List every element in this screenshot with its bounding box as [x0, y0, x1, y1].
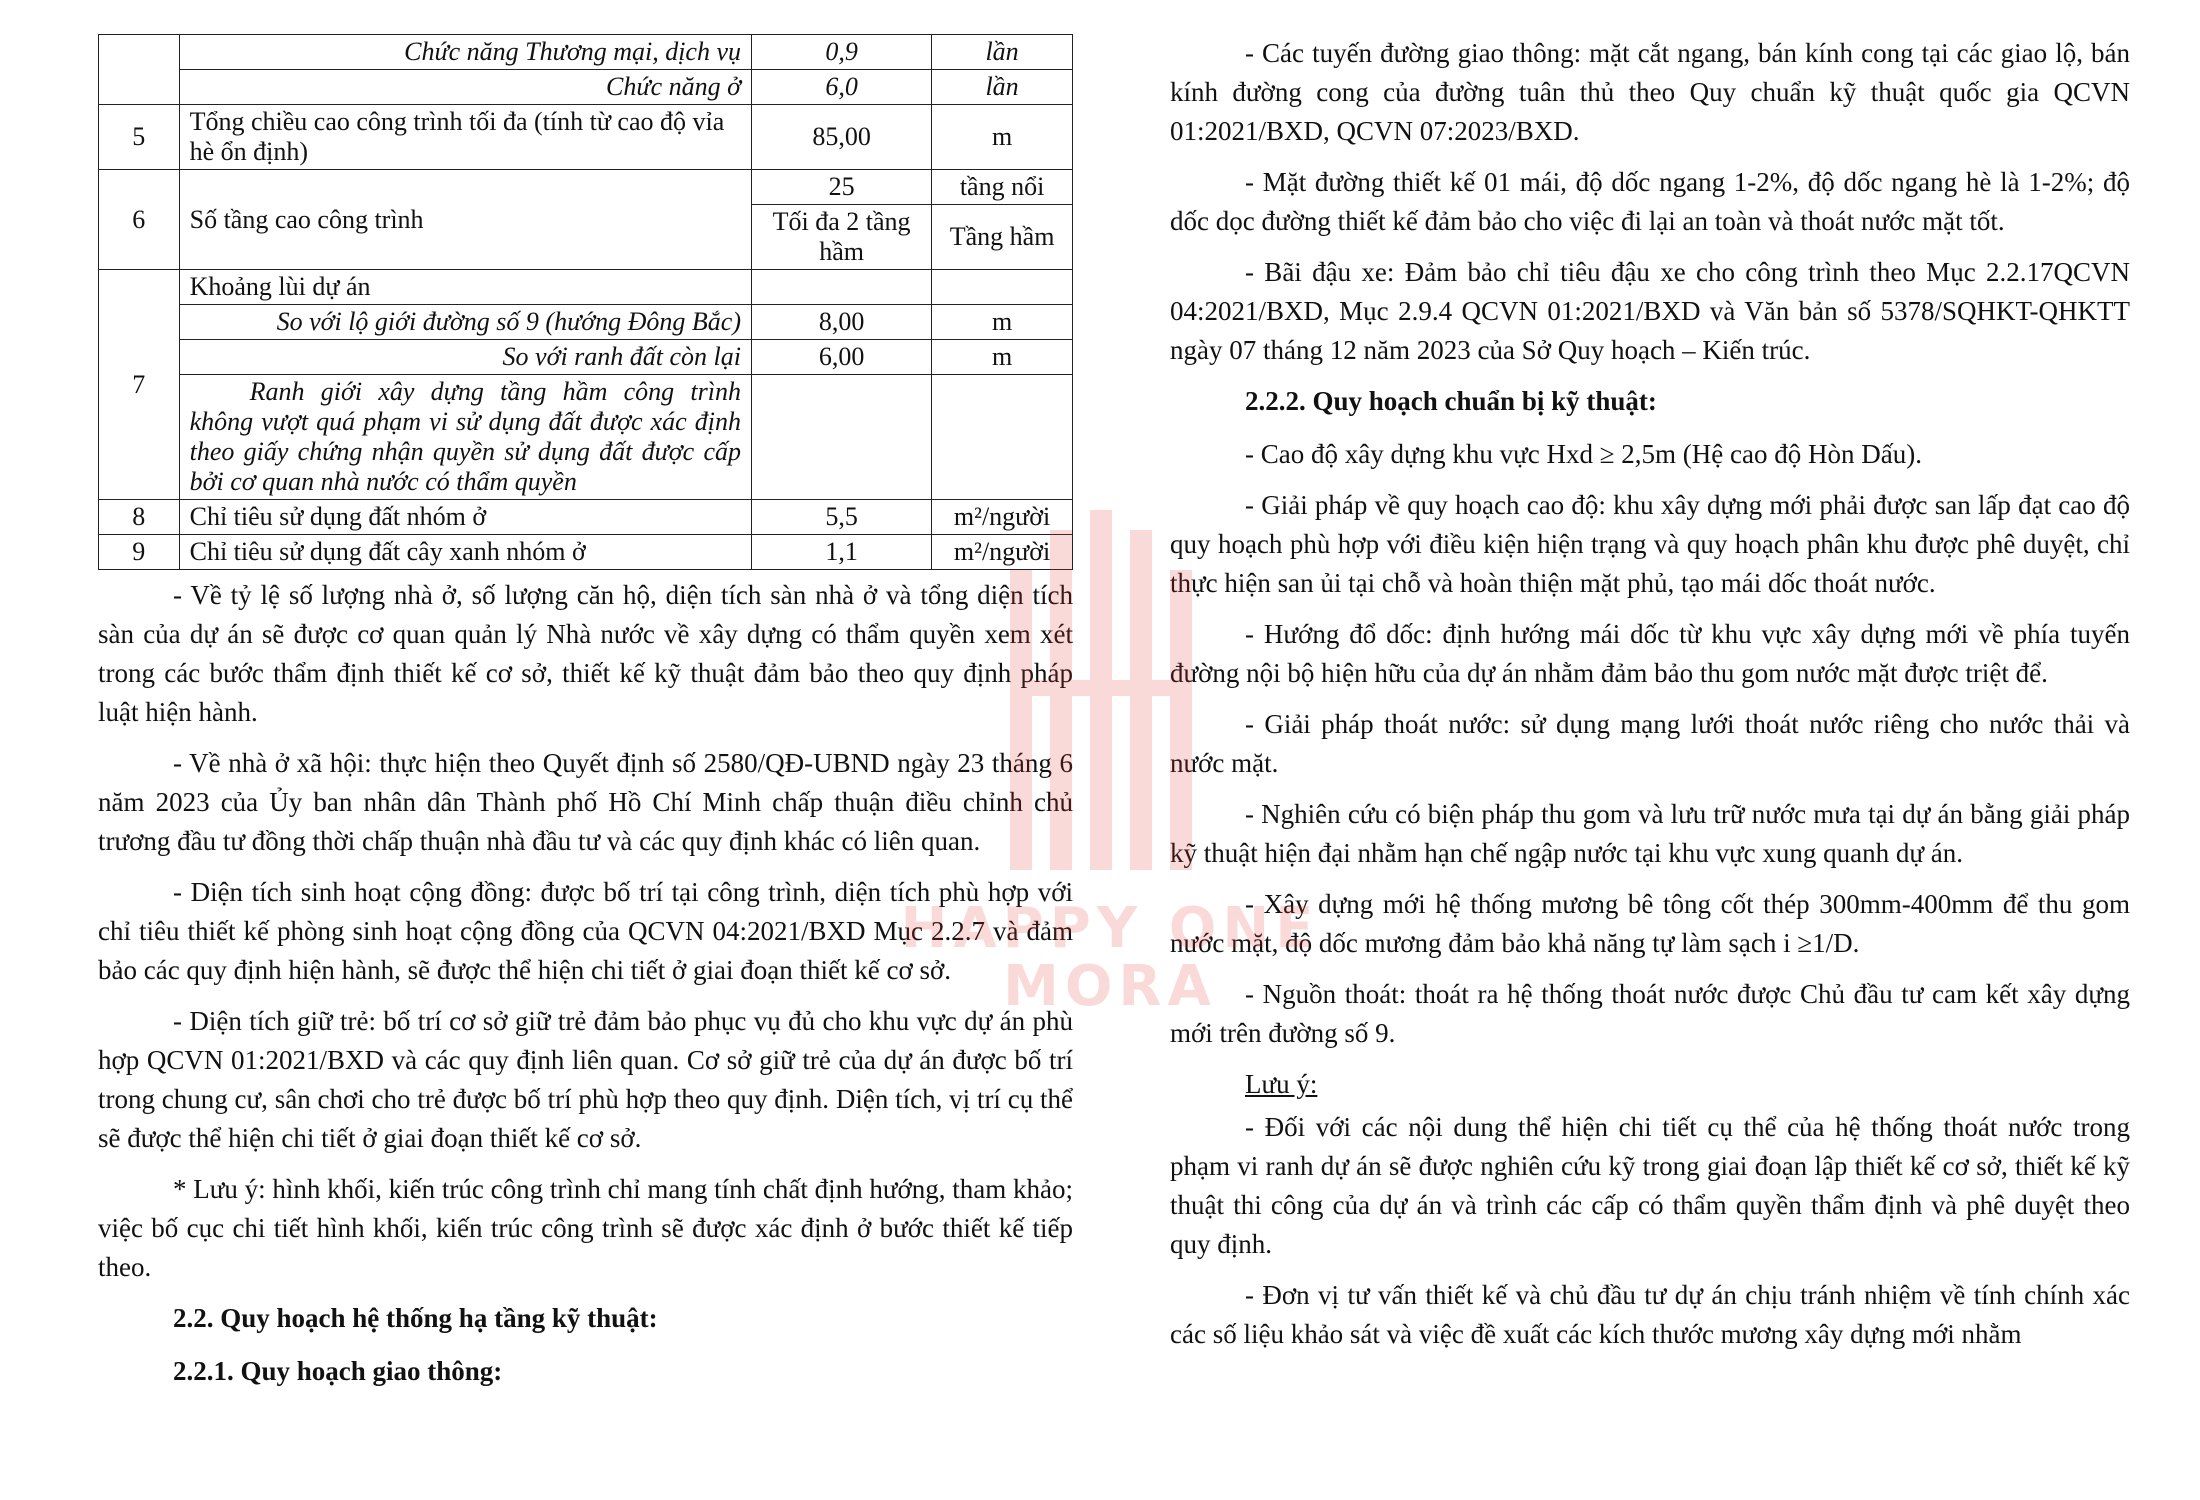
table-row — [99, 340, 1073, 375]
paragraph-elevation: - Cao độ xây dựng khu vực Hxd ≥ 2,5m (Hệ cao độ Hòn Dấu). — [1245, 439, 1922, 469]
table-row — [99, 305, 1073, 340]
row-unit: Tầng hầm — [932, 205, 1073, 270]
row-value — [752, 270, 932, 305]
row-value: 6,00 — [752, 340, 932, 375]
paragraph-drainage: - Giải pháp thoát nước: sử dụng mạng lưới thoát nước riêng cho nước thải và nước mặt. — [1170, 709, 2130, 778]
row-unit: m — [932, 340, 1073, 375]
paragraph-community-area: - Diện tích sinh hoạt cộng đồng: được bố trí tại công trình, diện tích phù hợp với chỉ tiêu thiết kế phòng sinh hoạt cộng đồng của QCVN 04:2021/BXD Mục 2.2.7 và đảm bảo các quy định hiện hành, sẽ được thể hiện chi tiết ở giai đoạn thiết kế cơ sở. — [98, 877, 1073, 985]
note-label: Lưu ý: — [1245, 1069, 1318, 1099]
row-description: Ranh giới xây dựng tầng hầm công trình không vượt quá phạm vi sử dụng đất được xác định theo giấy chứng nhận quyền sử dụng đất được cấp bởi cơ quan nhà nước có thẩm quyền — [179, 375, 751, 500]
row-unit: m — [932, 105, 1073, 170]
row-unit: lần — [932, 70, 1073, 105]
row-number: 9 — [99, 535, 180, 570]
row-unit — [932, 270, 1073, 305]
left-column — [98, 34, 1073, 1405]
paragraph-roads: - Các tuyến đường giao thông: mặt cắt ngang, bán kính cong tại các giao lộ, bán kính đường cong của đường tuân thủ theo Quy chuẩn kỹ thuật quốc gia QCVN 01:2021/BXD, QCVN 07:2023/BXD. — [1170, 38, 2130, 146]
paragraph-outflow: - Nguồn thoát: thoát ra hệ thống thoát nước được Chủ đầu tư cam kết xây dựng mới trên đường số 9. — [1170, 979, 2130, 1048]
row-unit: m²/người — [932, 535, 1073, 570]
table-row — [99, 500, 1073, 535]
paragraph-housing-ratio: - Về tỷ lệ số lượng nhà ở, số lượng căn hộ, diện tích sàn nhà ở và tổng diện tích sàn của dự án sẽ được cơ quan quản lý Nhà nước về xây dựng có thẩm quyền xem xét trong các bước thẩm định thiết kế cơ sở, thiết kế kỹ thuật đảm bảo theo quy định pháp luật hiện hành. — [98, 580, 1073, 727]
row-description: So với ranh đất còn lại — [179, 340, 751, 375]
row-description: Chỉ tiêu sử dụng đất cây xanh nhóm ở — [179, 535, 751, 570]
row-description: Chỉ tiêu sử dụng đất nhóm ở — [179, 500, 751, 535]
row-unit: tầng nổi — [932, 170, 1073, 205]
row-unit: m²/người — [932, 500, 1073, 535]
paragraph-channels: - Xây dựng mới hệ thống mương bê tông cốt thép 300mm-400mm để thu gom nước mặt, độ dốc mương đảm bảo khả năng tự làm sạch i ≥1/D. — [1170, 889, 2130, 958]
row-value: 6,0 — [752, 70, 932, 105]
row-unit — [932, 375, 1073, 500]
paragraph-drainage-detail: - Đối với các nội dung thể hiện chi tiết cụ thể của hệ thống thoát nước trong phạm vi ranh dự án sẽ được nghiên cứu kỹ trong giai đoạn lập thiết kế cơ sở, thiết kế kỹ thuật thi công của dự án và trình các cấp có thẩm quyền thẩm định và phê duyệt theo quy định. — [1170, 1112, 2130, 1259]
paragraph-road-surface: - Mặt đường thiết kế 01 mái, độ dốc ngang 1-2%, độ dốc ngang hè là 1-2%; độ dốc dọc đường thiết kế đảm bảo cho việc đi lại an toàn và thoát nước mặt tốt. — [1170, 167, 2130, 236]
table-row — [99, 270, 1073, 305]
row-description: Chức năng Thương mại, dịch vụ — [179, 35, 751, 70]
watermark-text — [870, 896, 1350, 1019]
row-unit: lần — [932, 35, 1073, 70]
paragraph-grading: - Giải pháp về quy hoạch cao độ: khu xây dựng mới phải được san lấp đạt cao độ quy hoạch phù hợp với điều kiện hiện trạng và quy hoạch phân khu được phê duyệt, chỉ thực hiện san ủi tại chỗ và hoàn thiện mặt phủ, tạo mái dốc thoát nước. — [1170, 490, 2130, 598]
table-row — [99, 170, 1073, 205]
row-value: 85,00 — [752, 105, 932, 170]
section-heading: 2.2. Quy hoạch hệ thống hạ tầng kỹ thuật: — [173, 1303, 658, 1333]
table-row — [99, 35, 1073, 70]
row-value: 5,5 — [752, 500, 932, 535]
paragraph-social-housing: - Về nhà ở xã hội: thực hiện theo Quyết định số 2580/QĐ-UBND ngày 23 tháng 6 năm 2023 của Ủy ban nhân dân Thành phố Hồ Chí Minh chấp thuận điều chỉnh chủ trương đầu tư đồng thời chấp thuận nhà đầu tư và các quy định khác có liên quan. — [98, 748, 1073, 856]
spec-table — [98, 34, 1073, 570]
row-description: So với lộ giới đường số 9 (hướng Đông Bắc) — [179, 305, 751, 340]
subsection-heading: 2.2.2. Quy hoạch chuẩn bị kỹ thuật: — [1245, 386, 1657, 416]
table-row — [99, 105, 1073, 170]
watermark-line-1: HAPPY ONE — [900, 896, 1320, 961]
paragraph-note-architecture: * Lưu ý: hình khối, kiến trúc công trình chỉ mang tính chất định hướng, tham khảo; việc bố cục chi tiết hình khối, kiến trúc công trình sẽ được xác định ở bước thiết kế tiếp theo. — [98, 1174, 1073, 1282]
row-description: Số tầng cao công trình — [179, 170, 751, 270]
row-value — [752, 375, 932, 500]
row-value: Tối đa 2 tầng hầm — [752, 205, 932, 270]
row-description: Chức năng ở — [179, 70, 751, 105]
row-description: Tổng chiều cao công trình tối đa (tính từ cao độ vỉa hè ổn định) — [179, 105, 751, 170]
watermark-line-2: MORA — [1003, 954, 1217, 1019]
row-unit: m — [932, 305, 1073, 340]
row-value: 25 — [752, 170, 932, 205]
table-row — [99, 70, 1073, 105]
row-number: 8 — [99, 500, 180, 535]
row-value: 8,00 — [752, 305, 932, 340]
paragraph-childcare-area: - Diện tích giữ trẻ: bố trí cơ sở giữ trẻ đảm bảo phục vụ đủ cho khu vực dự án phù hợp QCVN 01:2021/BXD và các quy định liên quan. Cơ sở giữ trẻ của dự án được bố trí trong chung cư, sân chơi cho trẻ được bố trí phù hợp theo quy định. Diện tích, vị trí cụ thể sẽ được thể hiện chi tiết ở giai đoạn thiết kế cơ sở. — [98, 1006, 1073, 1153]
row-value: 0,9 — [752, 35, 932, 70]
row-number: 7 — [99, 270, 180, 500]
paragraph-slope-direction: - Hướng đổ dốc: định hướng mái dốc từ khu vực xây dựng mới về phía tuyến đường nội bộ hiện hữu của dự án nhằm đảm bảo thu gom nước mặt được triệt để. — [1170, 619, 2130, 688]
row-number — [99, 35, 180, 105]
row-number: 5 — [99, 105, 180, 170]
table-row — [99, 535, 1073, 570]
paragraph-rainwater: - Nghiên cứu có biện pháp thu gom và lưu trữ nước mưa tại dự án bằng giải pháp kỹ thuật hiện đại nhằm hạn chế ngập nước tại khu vực xung quanh dự án. — [1170, 799, 2130, 868]
right-column — [1170, 34, 2130, 1366]
paragraph-parking: - Bãi đậu xe: Đảm bảo chỉ tiêu đậu xe cho công trình theo Mục 2.2.17QCVN 04:2021/BXD, Mục 2.9.4 QCVN 01:2021/BXD và Văn bản số 5378/SQHKT-QHKTT ngày 07 tháng 12 năm 2023 của Sở Quy hoạch – Kiến trúc. — [1170, 257, 2130, 365]
table-row — [99, 375, 1073, 500]
row-value: 1,1 — [752, 535, 932, 570]
subsection-heading: 2.2.1. Quy hoạch giao thông: — [173, 1356, 503, 1386]
row-number: 6 — [99, 170, 180, 270]
paragraph-consultant-responsibility: - Đơn vị tư vấn thiết kế và chủ đầu tư dự án chịu tránh nhiệm về tính chính xác các số liệu khảo sát và việc đề xuất các kích thước mương xây dựng mới nhằm — [1170, 1280, 2130, 1349]
row-description: Khoảng lùi dự án — [179, 270, 751, 305]
